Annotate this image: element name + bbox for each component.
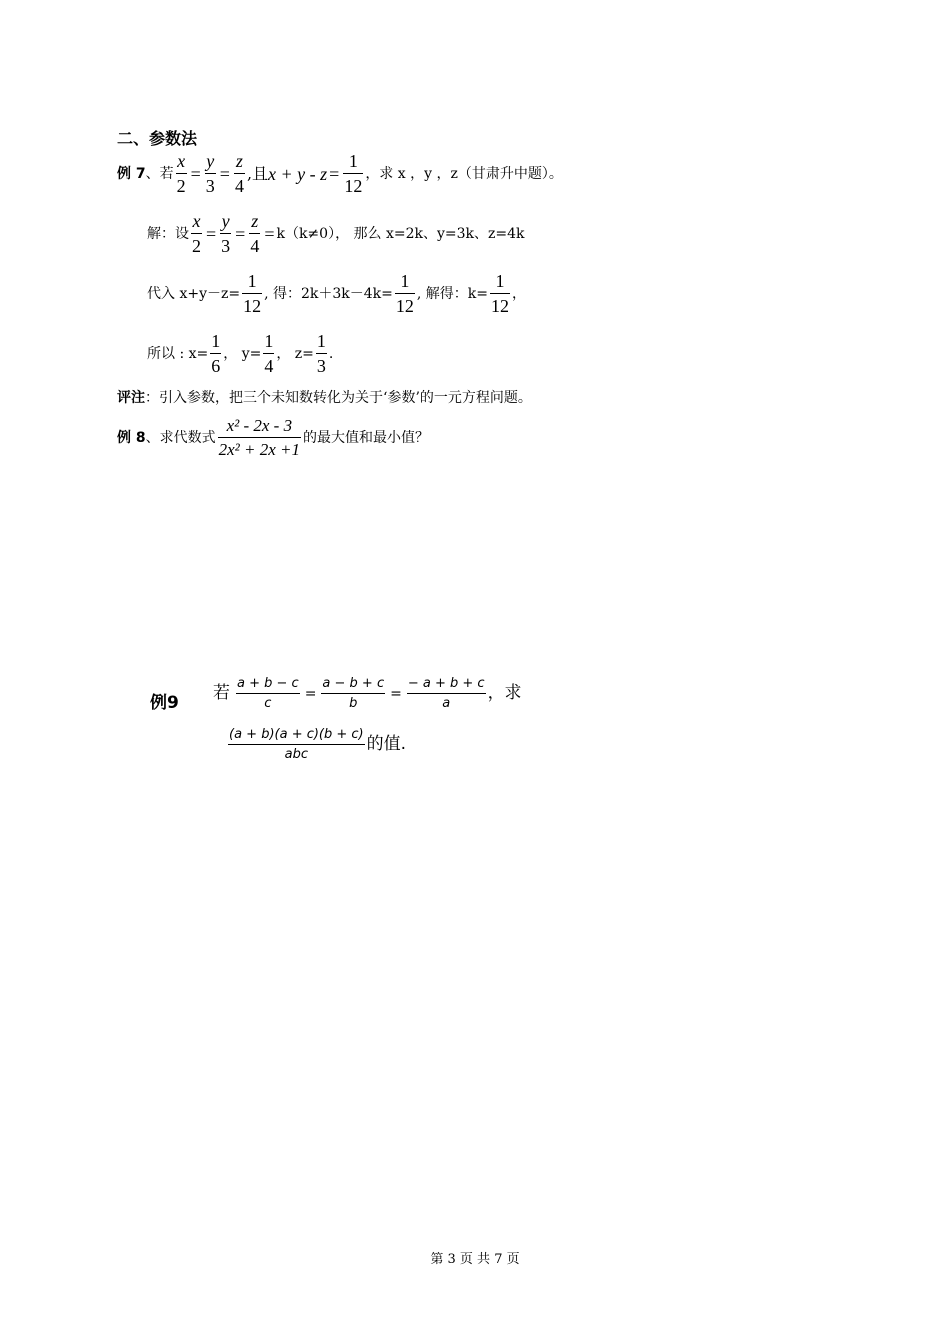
equals-sign: =	[190, 163, 201, 184]
qiu-text: ，求	[487, 683, 522, 703]
fraction-x-over-2: $\frac{x}{2}$	[192, 211, 201, 256]
equals-sign: =	[329, 163, 340, 184]
and-text: ,且	[246, 163, 269, 183]
z-equals-text: ， z=	[276, 345, 314, 362]
solution-prefix: 解：设	[147, 225, 189, 242]
solution-line-3	[147, 332, 333, 375]
equals-sign: =	[390, 685, 402, 702]
fraction-1-over-4: $\frac{1}{4}$	[264, 331, 274, 376]
example-7-label: 例 7	[117, 165, 146, 182]
example-9-condition	[213, 677, 522, 710]
section-title: 二、参数法	[117, 129, 198, 148]
solution-k-definition: k（k≠0）， 那么 x=2k、y=3k、z=4k	[276, 225, 525, 242]
page-footer: 第 3 页 共 7 页	[430, 1252, 520, 1267]
example-7-sep: 、若	[145, 165, 174, 182]
equals-sign: =	[304, 685, 317, 702]
therefore-text: 所以 : x=	[147, 345, 209, 362]
fraction-product-over-abc: $\frac{(a + b)(a + c)(b + c)}{\text{abc}}$	[229, 727, 364, 762]
fraction-1-over-12: $\frac{1}{12}$	[395, 271, 414, 316]
example-7-question: ，求 x ，y ，z（甘肃升中题）。	[365, 165, 563, 182]
fraction-1-over-12: $\frac{1}{12}$	[491, 271, 510, 316]
equals-sign: =	[264, 223, 275, 244]
period: .	[328, 345, 334, 362]
fraction-z-over-4: $\frac{z}{4}$	[250, 211, 260, 256]
y-equals-text: ， y=	[223, 345, 262, 362]
solution-line-1	[147, 212, 525, 255]
example-8-question: 的最大值和最小值？	[303, 429, 430, 446]
obtain-text: , 得：2k＋3k－4k=	[264, 285, 393, 302]
fraction-y-over-3: $\frac{y}{3}$	[205, 151, 215, 196]
substitute-text: 代入 x+y－z=	[147, 285, 241, 302]
solution-line-2	[147, 272, 526, 315]
fraction-1-over-12: $\frac{1}{12}$	[243, 271, 262, 316]
example-8-label: 例 8	[117, 429, 146, 446]
value-text: 的值.	[366, 734, 407, 754]
example-9-target	[226, 728, 406, 761]
comment-text: ：引入参数，把三个未知数转化为关于‘参数’的一元方程问题。	[145, 390, 532, 406]
comma: ，	[512, 285, 527, 302]
fraction-x-over-2: $\frac{x}{2}$	[176, 151, 186, 196]
solve-text: , 解得：k=	[416, 285, 489, 302]
fraction-1-over-3: $\frac{1}{3}$	[316, 331, 326, 376]
example-8-sep: 、求代数式	[145, 429, 216, 446]
example-9-label: 例9	[150, 693, 179, 713]
comment-label: 评注	[117, 390, 145, 406]
equals-sign: =	[235, 223, 246, 244]
example-7-statement	[117, 152, 563, 195]
fraction-1-over-12: $\frac{1}{12}$	[344, 151, 363, 196]
fraction-z-over-4: $\frac{z}{4}$	[234, 151, 244, 196]
example-8-statement	[117, 417, 429, 458]
comment-line	[117, 391, 532, 405]
fraction-abc-over-c: $\frac{a + b - c}{c}$	[237, 676, 299, 711]
fraction-rational-expression: $\frac{\text{x² - 2x - 3}}{\text{2x² + 2x +1}}$	[218, 416, 301, 459]
fraction-y-over-3: $\frac{y}{3}$	[221, 211, 231, 256]
ruo-text: 若	[213, 683, 230, 703]
expression-x-plus-y-minus-z: x + y - z	[268, 163, 328, 184]
equals-sign: =	[206, 223, 217, 244]
fraction-abc-over-a: $\frac{- a + b + c}{a}$	[407, 676, 485, 711]
fraction-1-over-6: $\frac{1}{6}$	[211, 331, 221, 376]
fraction-abc-over-b: $\frac{a - b + c}{b}$	[322, 676, 385, 711]
equals-sign: =	[219, 163, 230, 184]
